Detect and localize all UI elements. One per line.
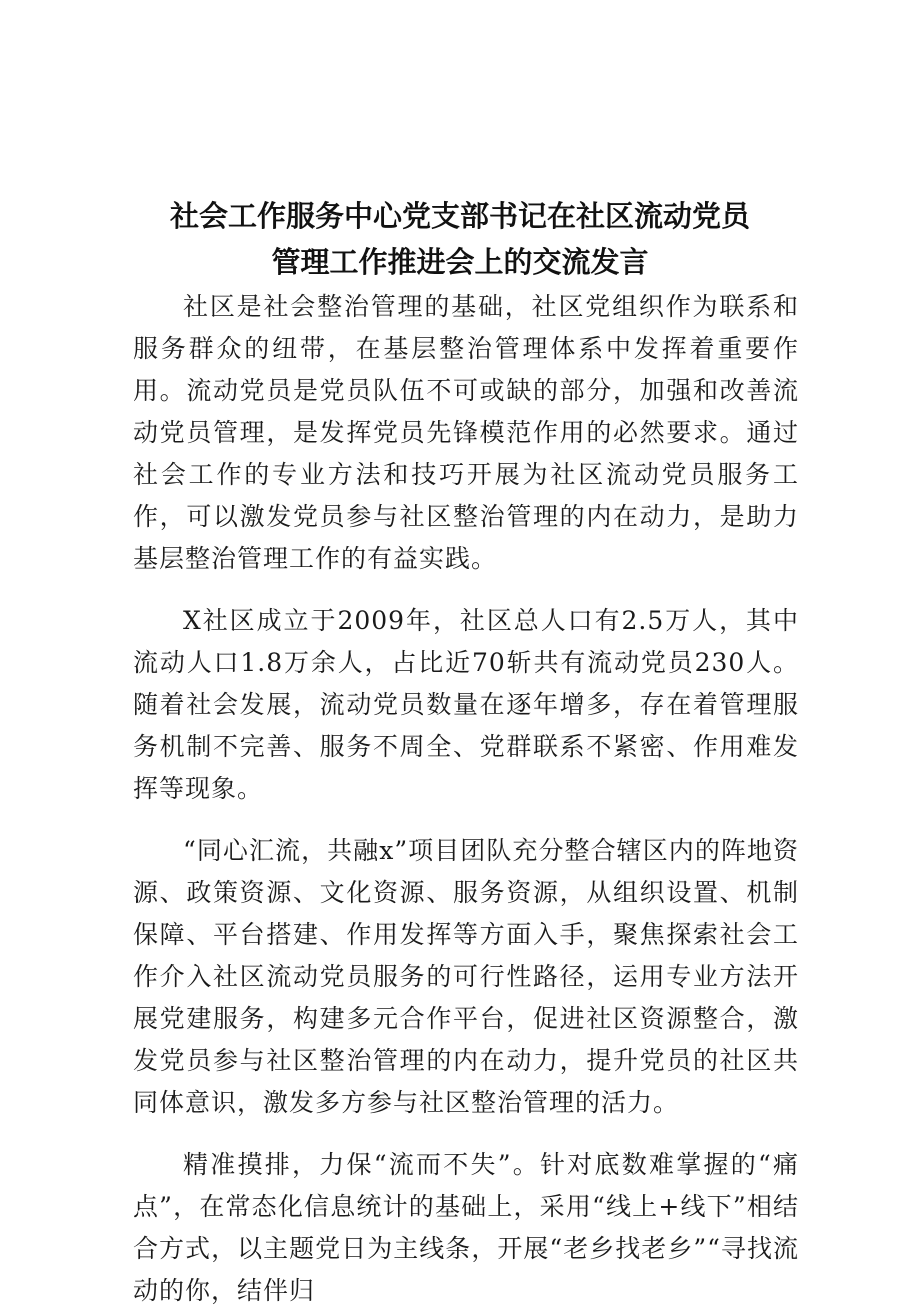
paragraph-project-overview: “同心汇流，共融x”项目团队充分整合辖区内的阵地资源、政策资源、文化资源、服务资源，从组织设置、机制保障、平台搭建、作用发挥等方面入手，聚焦探索社会工作介入社区流动党员服务的可行性路径，运用专业方法开展党建服务，构建多元合作平台，促进社区资源整合，激发党员参与社区整治管理的内在动力，提升党员的社区共同体意识，激发多方参与社区整治管理的活力。 bbox=[133, 836, 799, 1117]
paragraph-precise-survey: 精准摸排，力保“流而不失”。针对底数难掌握的“痛点”，在常态化信息统计的基础上，采用“线上+线下”相结合方式，以主题党日为主线条，开展“老乡找老乡”“寻找流动的你，结伴归 bbox=[133, 1150, 799, 1305]
paragraph-community-profile: X社区成立于2009年，社区总人口有2.5万人，其中流动人口1.8万余人，占比近70斩共有流动党员230人。随着社会发展，流动党员数量在逐年增多，存在着管理服务机制不完善、服务不周全、党群联系不紧密、作用难发挥等现象。 bbox=[133, 606, 799, 803]
title-line-2: 管理工作推进会上的交流发言 bbox=[271, 245, 649, 279]
title-line-1: 社会工作服务中心党支部书记在社区流动党员 bbox=[169, 199, 750, 233]
document-title bbox=[120, 193, 800, 285]
paragraph-intro: 社区是社会整治管理的基础，社区党组织作为联系和服务群众的纽带，在基层整治管理体系中发挥着重要作用。流动党员是党员队伍不可或缺的部分，加强和改善流动党员管理，是发挥党员先锋模范作用的必然要求。通过社会工作的专业方法和技巧开展为社区流动党员服务工作，可以激发党员参与社区整治管理的内在动力，是助力基层整治管理工作的有益实践。 bbox=[133, 292, 799, 573]
document-body bbox=[133, 286, 799, 1312]
